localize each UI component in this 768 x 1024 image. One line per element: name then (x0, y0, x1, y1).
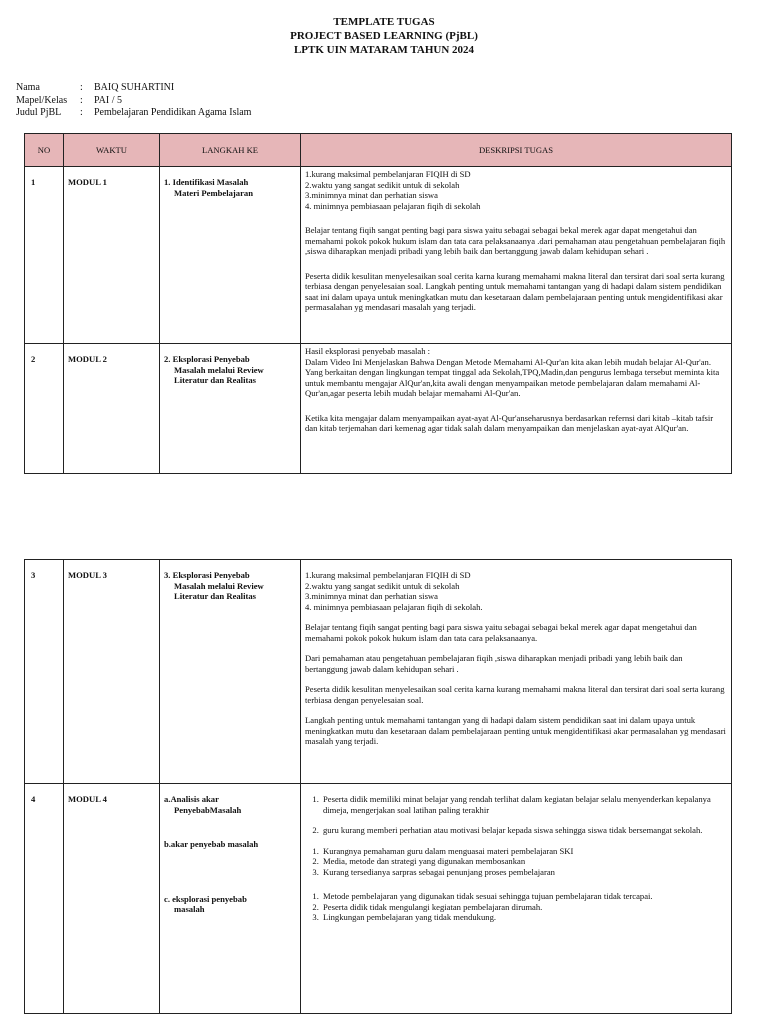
meta-value: Pembelajaran Pendidikan Agama Islam (94, 107, 252, 118)
row-waktu: MODUL 1 (64, 167, 160, 344)
desc-paragraph: Langkah penting untuk memahami tantangan yang di hadapi dalam sistem pendidikan saat ini dalam upaya untuk meningkatkan mutu dan kesetaraan dalam pembelajaraan penting untuk mengidentifikasi akar permasalahan yg mendasari masalah yang terjadi. (305, 715, 726, 746)
row-langkah (160, 167, 301, 344)
list-b (305, 846, 727, 878)
title-line-1: TEMPLATE TUGAS (333, 16, 435, 28)
row-number: 2 (25, 344, 64, 474)
table-row (25, 167, 732, 344)
desc-paragraph: Belajar tentang fiqih sangat penting bagi para siswa yaitu sebagai sebagai bekal merek agar dapat mengetahui dan memahami pokok pokok hukum islam dan tata cara pelaksanaanya .dari pemahaman atau pengetahuan pembelajaran fiqih ,siswa diharapkan menjadi pribadi yang lebih baik dan bertanggung jawab dalam kehidupan sehari . (305, 225, 726, 256)
langkah-line: c. eksplorasi penyebab (164, 893, 247, 904)
desc-line: 2.waktu yang sangat sedikit untuk di sekolah (305, 179, 460, 190)
langkah-line: Literatur dan Realitas (174, 591, 256, 601)
list-item: 2. guru kurang memberi perhatian atau motivasi belajar kepada siswa sehingga siswa tidak bersemangat sekolah. (321, 825, 727, 836)
identity-block (16, 82, 251, 120)
row-deskripsi (301, 560, 732, 784)
desc-paragraph: Dari pemahaman atau pengetahuan pembelajaran fiqih ,siswa diharapkan menjadi pribadi yang lebih baik dan bertanggung jawab dalam kehidupan sehari . (305, 653, 683, 674)
list-item: 3. Lingkungan pembelajaran yang tidak mendukung. (321, 912, 727, 923)
langkah-line: 3. Eksplorasi Penyebab (164, 570, 250, 580)
header-langkah: LANGKAH KE (160, 134, 301, 167)
table-row (25, 784, 732, 1014)
header-deskripsi: DESKRIPSI TUGAS (301, 134, 732, 167)
desc-line: Hasil eksplorasi penyebab masalah : (305, 346, 431, 356)
row-langkah (160, 560, 301, 784)
list-item: 2. Media, metode dan strategi yang digunakan membosankan (321, 856, 727, 867)
langkah-line: 1. Identifikasi Masalah (164, 177, 249, 187)
meta-label: Judul PjBL (16, 107, 62, 118)
desc-line: 1.kurang maksimal pembelanjaran FIQIH di SD (305, 570, 471, 580)
desc-line: 4. minimnya pembiasaan pelajaran fiqih di sekolah. (305, 601, 483, 612)
list-item: 2. Peserta didik tidak mengulangi kegiatan pembelajaran dirumah. (321, 902, 727, 913)
title-line-2: PROJECT BASED LEARNING (PjBL) (290, 30, 478, 42)
header-no: NO (25, 134, 64, 167)
meta-label: Nama (16, 82, 40, 93)
list-c (305, 891, 727, 923)
desc-paragraph: Belajar tentang fiqih sangat penting bagi para siswa yaitu sebagai sebagai bekal merek agar dapat mengetahui dan memahami pokok pokok hukum islam dan tata cara pelaksanaanya. (305, 622, 697, 643)
meta-value: PAI / 5 (94, 94, 122, 106)
langkah-line: 2. Eksplorasi Penyebab (164, 354, 250, 364)
langkah-line: b.akar penyebab masalah (164, 839, 259, 849)
row-waktu: MODUL 2 (64, 344, 160, 474)
langkah-line: Materi Pembelajaran (174, 187, 253, 198)
task-table-part-1 (24, 133, 732, 474)
table-header-row (25, 134, 732, 167)
row-waktu: MODUL 3 (64, 560, 160, 784)
list-item: 1. Metode pembelajaran yang digunakan tidak sesuai sehingga tujuan pembelajaran tidak tercapai. (321, 891, 727, 902)
row-number: 3 (25, 560, 64, 784)
desc-paragraph: Peserta didik kesulitan menyelesaikan soal cerita karna kurang memahami makna literal dan tersirat dari soal serta kurang terbiasa dengan penyelesaian soal. Langkah penting untuk memahami tantangan yang di hadapi dalam sistem pendidikan saat ini dalam upaya untuk meningkatkan mutu dan kesetaraan dalam pembelajaraan penting untuk mengidentifikasi akar permasalahan yg mendasari masalah yang terjadi. (305, 270, 725, 312)
row-langkah (160, 784, 301, 1014)
row-waktu: MODUL 4 (64, 784, 160, 1014)
meta-colon: : (80, 82, 83, 93)
header-waktu: WAKTU (64, 134, 160, 167)
desc-line: 1.kurang maksimal pembelanjaran FIQIH di SD (305, 169, 471, 179)
meta-row-nama (16, 82, 251, 95)
meta-row-judul (16, 107, 251, 120)
row-deskripsi (301, 167, 732, 344)
desc-line: 2.waktu yang sangat sedikit untuk di sekolah (305, 580, 460, 591)
desc-line: 4. minimnya pembiasaan pelajaran fiqih di sekolah (305, 200, 481, 211)
desc-line: 3.minimnya minat dan perhatian siswa (305, 591, 438, 601)
desc-paragraph: Ketika kita mengajar dalam menyampaikan ayat-ayat Al-Qur'anseharusnya berdasarkan refernsi dari kitab –kitab tafsir dan kitab terjemahan dari kemenag agar tidak salah dalam menyampaikan dan menjelaskan ayat-ayat AlQur'an. (305, 412, 714, 433)
row-number: 4 (25, 784, 64, 1014)
desc-paragraph: Dalam Video Ini Menjelaskan Bahwa Dengan Metode Memahami Al-Qur'an kita akan lebih mudah belajar Al-Qur'an. Yang berkaitan dengan lingkungan tempat tinggal ada Sekolah,TPQ,Madin,dan pengurus lembaga tersebut meminta kita untuk membantu mengajar AlQur'an,kita awali dengan menyampaikan metode pembelajaran dalam memahami Al-Qur'an,agar peserta lebih mudah belajar memahami Al-Qur'an. (305, 356, 720, 398)
list-item: 1. Peserta didik memiliki minat belajar yang rendah terlihat dalam kegiatan belajar selalu menyenderkan kepalanya dimeja, mengerjakan soal latihan paling terakhir (321, 794, 727, 815)
meta-value: BAIQ SUHARTINI (94, 82, 175, 93)
row-langkah (160, 344, 301, 474)
table-row (25, 560, 732, 784)
langkah-line: Masalah melalui Review (174, 580, 264, 591)
langkah-line: Literatur dan Realitas (174, 375, 256, 385)
desc-paragraph: Peserta didik kesulitan menyelesaikan soal cerita karna kurang memahami makna literal dan tersirat dari soal serta kurang terbiasa dengan penyelesaian soal. (305, 684, 725, 705)
title-line-3: LPTK UIN MATARAM TAHUN 2024 (293, 44, 475, 56)
langkah-line: masalah (174, 904, 205, 914)
list-a (305, 794, 727, 836)
meta-row-mapel (16, 95, 251, 108)
meta-colon: : (80, 107, 83, 118)
desc-line: 3.minimnya minat dan perhatian siswa (305, 190, 438, 200)
task-table-part-2 (24, 559, 732, 1014)
row-number: 1 (25, 167, 64, 344)
row-deskripsi (301, 784, 732, 1014)
langkah-line: Masalah melalui Review (174, 364, 264, 375)
meta-colon: : (80, 94, 83, 106)
document-title (0, 15, 768, 57)
table-row (25, 344, 732, 474)
langkah-line: PenyebabMasalah (174, 804, 242, 815)
meta-label: Mapel/Kelas (16, 94, 68, 106)
list-item: 3. Kurang tersedianya sarpras sebagai penunjang proses pembelajaran (321, 867, 727, 878)
list-item: 1. Kurangnya pemahaman guru dalam menguasai materi pembelajaran SKI (321, 846, 727, 857)
row-deskripsi (301, 344, 732, 474)
langkah-line: a.Analisis akar (164, 794, 219, 804)
